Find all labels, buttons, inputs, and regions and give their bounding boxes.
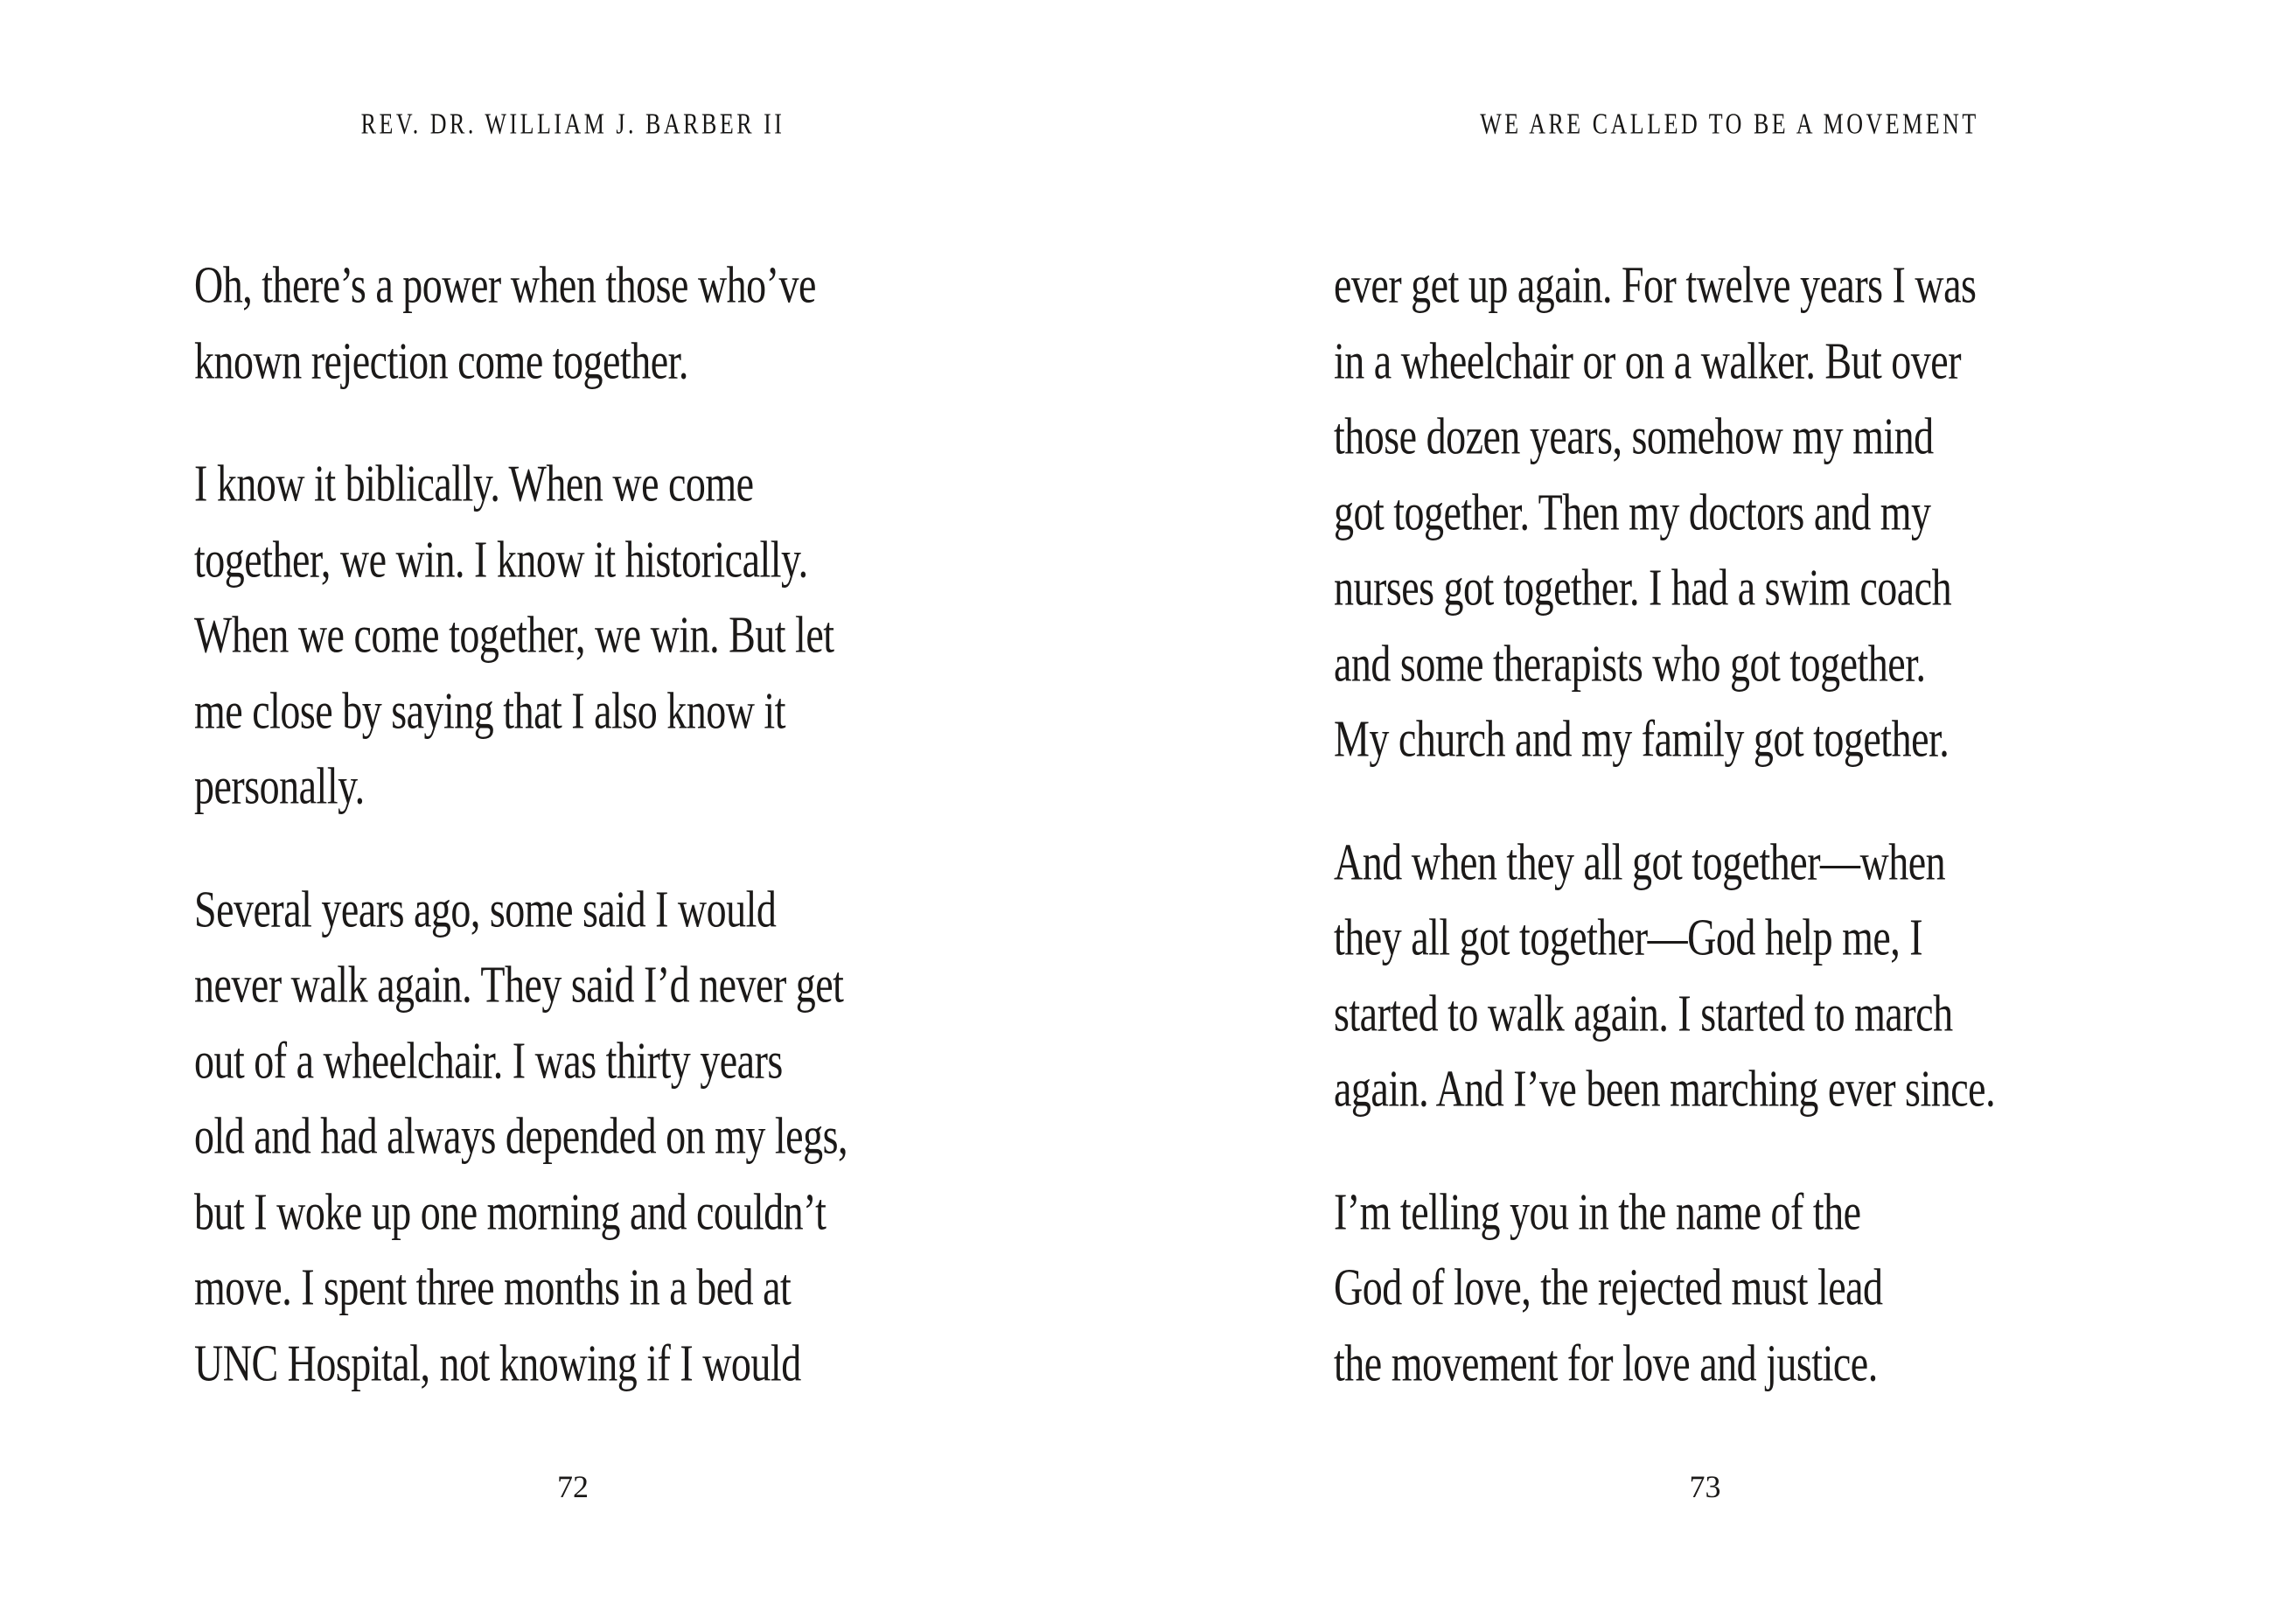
text-line: personally. bbox=[194, 756, 365, 815]
text-line: old and had always depended on my legs, bbox=[194, 1106, 848, 1165]
text-line: those dozen years, somehow my mind bbox=[1334, 407, 1934, 465]
left-page-number: 72 bbox=[557, 1469, 589, 1504]
text-line: nurses got together. I had a swim coach bbox=[1334, 558, 1952, 617]
text-line: move. I spent three months in a bed at bbox=[194, 1258, 792, 1316]
text-line: the movement for love and justice. bbox=[1334, 1333, 1878, 1391]
text-line: started to walk again. I started to march bbox=[1334, 983, 1953, 1042]
text-line: I know it biblically. When we come bbox=[194, 454, 754, 512]
right-page-body bbox=[1334, 247, 2130, 1401]
text-line: out of a wheelchair. I was thirty years bbox=[194, 1030, 783, 1089]
paragraph bbox=[1334, 825, 2130, 1127]
text-line: got together. Then my doctors and my bbox=[1334, 482, 1931, 540]
right-running-header: WE ARE CALLED TO BE A MOVEMENT bbox=[1480, 107, 1979, 141]
text-line: but I woke up one morning and couldn’t bbox=[194, 1181, 827, 1240]
text-line: And when they all got together—when bbox=[1334, 832, 1946, 890]
right-page-number: 73 bbox=[1689, 1469, 1721, 1504]
paragraph bbox=[194, 446, 955, 825]
text-line: never walk again. They said I’d never get bbox=[194, 955, 844, 1014]
text-line: again. And I’ve been marching ever since. bbox=[1334, 1059, 1996, 1118]
paragraph bbox=[194, 872, 955, 1402]
left-page-body bbox=[194, 247, 955, 1401]
text-line: they all got together—God help me, I bbox=[1334, 908, 1923, 966]
text-line: in a wheelchair or on a walker. But over bbox=[1334, 331, 1962, 389]
text-line: ever get up again. For twelve years I was bbox=[1334, 255, 1977, 314]
text-line: I’m telling you in the name of the bbox=[1334, 1181, 1861, 1240]
text-line: Oh, there’s a power when those who’ve bbox=[194, 255, 816, 314]
paragraph bbox=[1334, 247, 2130, 777]
text-line: Several years ago, some said I would bbox=[194, 879, 777, 937]
paragraph bbox=[194, 247, 955, 399]
left-running-header: REV. DR. WILLIAM J. BARBER II bbox=[360, 107, 785, 141]
paragraph bbox=[1334, 1174, 2130, 1402]
text-line: When we come together, we win. But let bbox=[194, 605, 834, 664]
text-line: and some therapists who got together. bbox=[1334, 633, 1926, 692]
text-line: UNC Hospital, not knowing if I would bbox=[194, 1333, 801, 1391]
right-page bbox=[1137, 0, 2274, 1624]
text-line: My church and my family got together. bbox=[1334, 709, 1950, 768]
text-line: me close by saying that I also know it bbox=[194, 680, 785, 739]
text-line: together, we win. I know it historically. bbox=[194, 529, 808, 588]
text-line: God of love, the rejected must lead bbox=[1334, 1258, 1883, 1316]
text-line: known rejection come together. bbox=[194, 331, 688, 389]
